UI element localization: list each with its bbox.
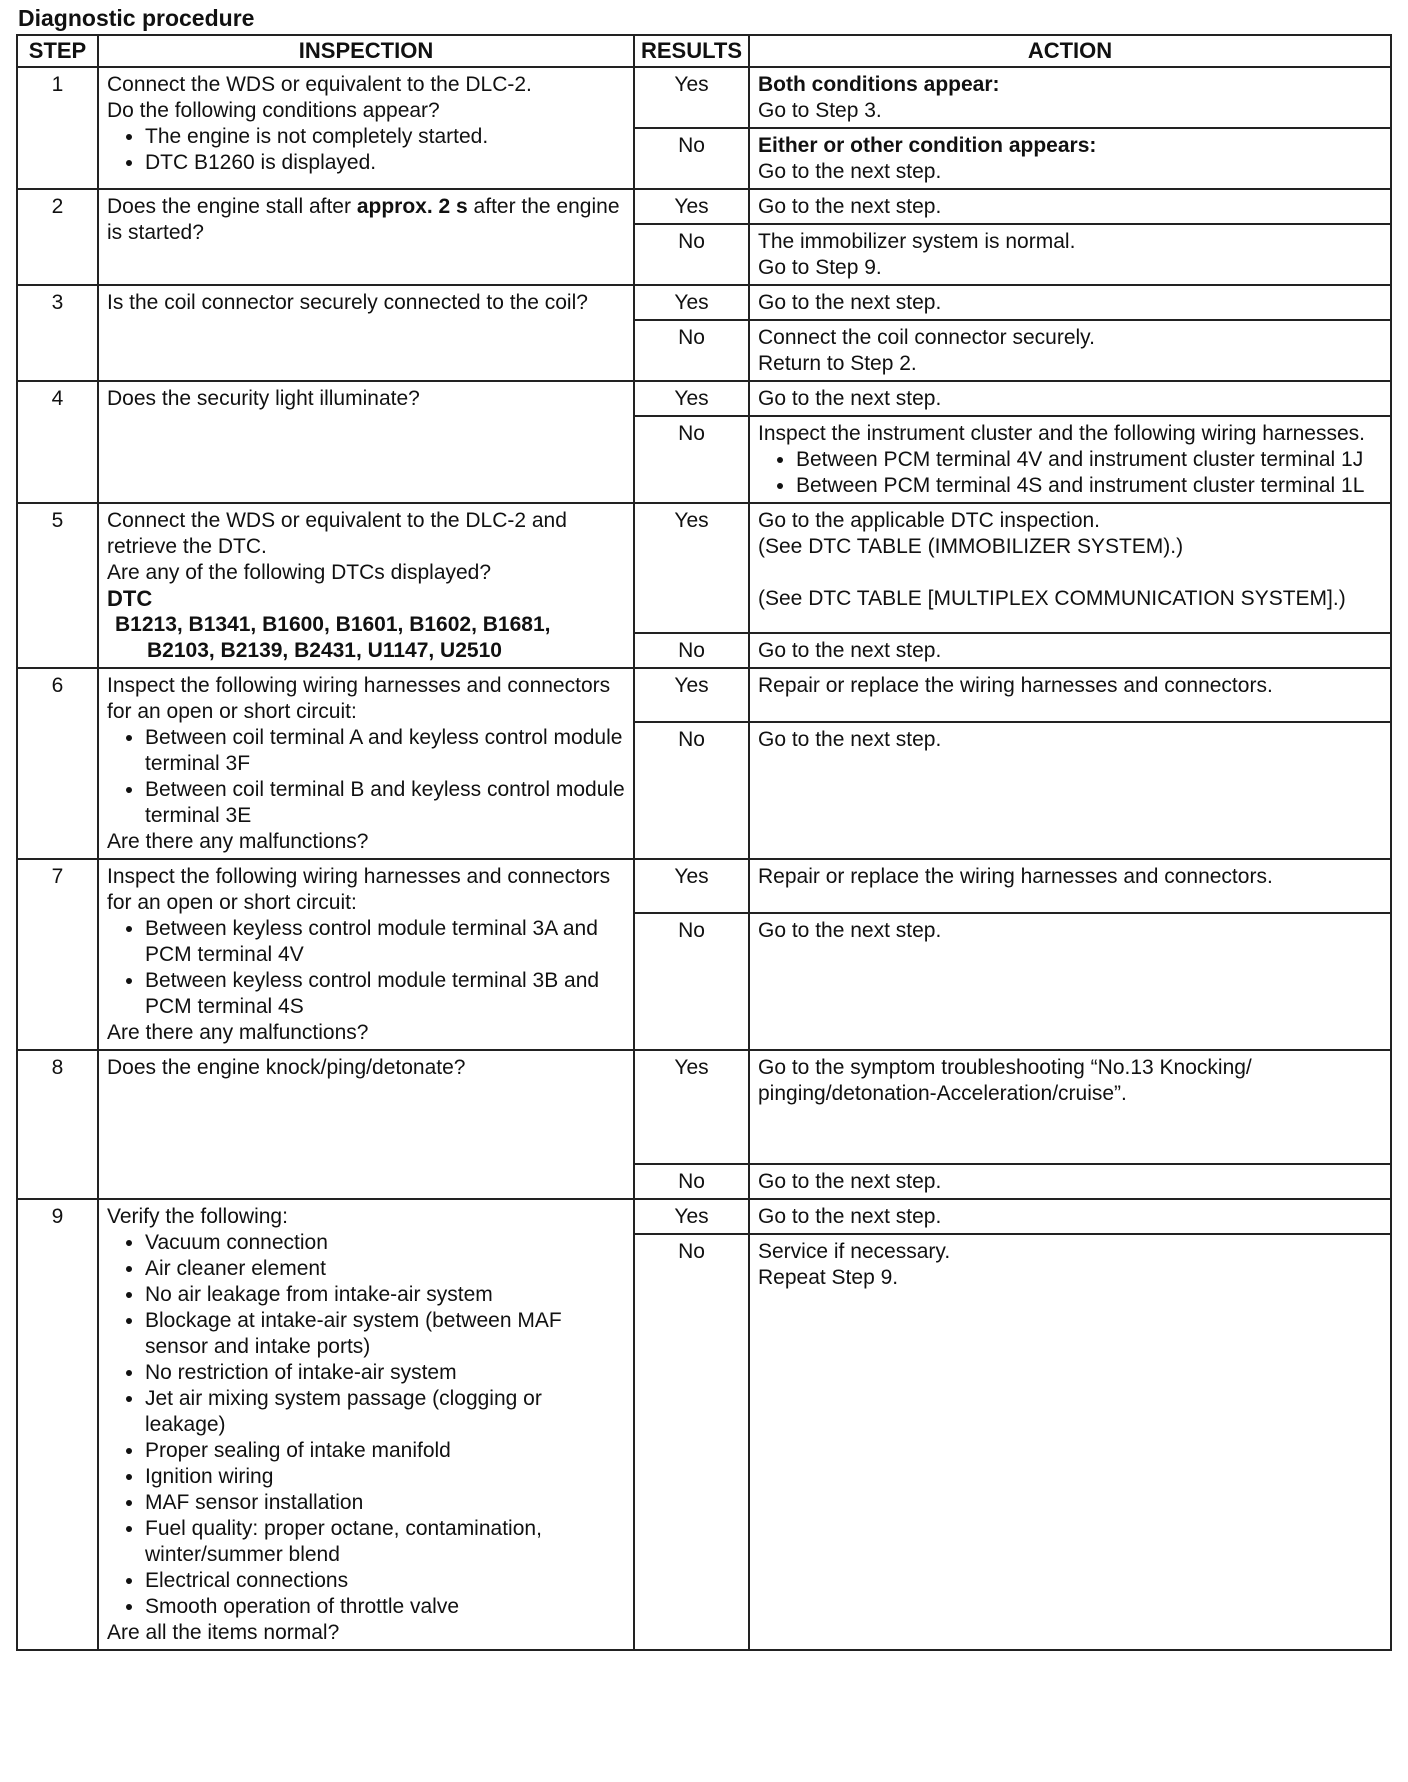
header-action: ACTION bbox=[749, 35, 1391, 67]
bullet-item: • DTC B1260 is displayed. bbox=[145, 150, 625, 176]
action-line: (See DTC TABLE [MULTIPLEX COMMUNICATION SYSTEM].) bbox=[758, 587, 1346, 610]
step-7-yes-row bbox=[17, 859, 1391, 913]
step-inspection bbox=[98, 1199, 634, 1650]
bullet-item: • Ignition wiring bbox=[145, 1464, 625, 1490]
action-line: Repeat Step 9. bbox=[758, 1266, 899, 1289]
action-yes: Repair or replace the wiring harnesses and connectors. bbox=[749, 668, 1391, 722]
action-line: (See DTC TABLE (IMMOBILIZER SYSTEM).) bbox=[758, 535, 1184, 558]
inspection-text: Inspect the following wiring harnesses and connectors for an open or short circuit: bbox=[107, 674, 611, 723]
step-number: 3 bbox=[17, 285, 98, 381]
inspection-line: Connect the WDS or equivalent to the DLC-2. bbox=[107, 73, 532, 96]
page-title: Diagnostic procedure bbox=[18, 5, 255, 31]
action-yes: Go to the next step. bbox=[749, 285, 1391, 320]
result-no: No bbox=[634, 722, 749, 859]
result-yes: Yes bbox=[634, 1199, 749, 1234]
step-9-yes-row bbox=[17, 1199, 1391, 1234]
step-number: 9 bbox=[17, 1199, 98, 1650]
header-inspection: INSPECTION bbox=[98, 35, 634, 67]
step-number: 2 bbox=[17, 189, 98, 285]
action-yes: Go to the next step. bbox=[749, 1199, 1391, 1234]
step-4-yes-row bbox=[17, 381, 1391, 416]
bullet-item: • Fuel quality: proper octane, contamination, winter/summer blend bbox=[145, 1516, 625, 1568]
dtc-codes: B1213, B1341, B1600, B1601, B1602, B1681, bbox=[115, 613, 551, 636]
inspection-question: Are there any malfunctions? bbox=[107, 830, 369, 853]
inspection-text: Verify the following: bbox=[107, 1205, 288, 1228]
step-2-yes-row bbox=[17, 189, 1391, 224]
inspection-line: Connect the WDS or equivalent to the DLC-2 and retrieve the DTC. bbox=[107, 509, 567, 558]
result-yes: Yes bbox=[634, 67, 749, 128]
action-no: Go to the next step. bbox=[749, 722, 1391, 859]
step-number: 5 bbox=[17, 503, 98, 668]
bullet-item: • Between keyless control module terminal 3A and PCM terminal 4V bbox=[145, 916, 625, 968]
action-yes bbox=[749, 503, 1391, 633]
action-no: Go to the next step. bbox=[749, 913, 1391, 1050]
bullet-item: • Proper sealing of intake manifold bbox=[145, 1438, 625, 1464]
result-yes: Yes bbox=[634, 381, 749, 416]
result-no: No bbox=[634, 1234, 749, 1650]
step-inspection: Is the coil connector securely connected to the coil? bbox=[98, 285, 634, 381]
action-text: Inspect the instrument cluster and the following wiring harnesses. bbox=[758, 422, 1365, 445]
result-no: No bbox=[634, 416, 749, 503]
action-no bbox=[749, 224, 1391, 285]
action-bullets bbox=[758, 447, 1382, 499]
action-line: Go to Step 9. bbox=[758, 256, 882, 279]
result-yes: Yes bbox=[634, 189, 749, 224]
action-yes: Repair or replace the wiring harnesses and connectors. bbox=[749, 859, 1391, 913]
header-row bbox=[17, 35, 1391, 67]
action-no bbox=[749, 128, 1391, 189]
step-8-yes-row bbox=[17, 1050, 1391, 1164]
step-3-yes-row bbox=[17, 285, 1391, 320]
bullet-item: • Air cleaner element bbox=[145, 1256, 625, 1282]
bullet-item: • MAF sensor installation bbox=[145, 1490, 625, 1516]
inspection-bullets bbox=[107, 124, 625, 176]
step-number: 7 bbox=[17, 859, 98, 1050]
bullet-item: • Between coil terminal A and keyless control module terminal 3F bbox=[145, 725, 625, 777]
step-inspection bbox=[98, 189, 634, 285]
bullet-item: • Between PCM terminal 4S and instrument cluster terminal 1L bbox=[796, 473, 1382, 499]
inspection-question: Are all the items normal? bbox=[107, 1621, 340, 1644]
step-5-yes-row bbox=[17, 503, 1391, 633]
inspection-bullets bbox=[107, 916, 625, 1020]
action-line: The immobilizer system is normal. bbox=[758, 230, 1076, 253]
result-yes: Yes bbox=[634, 503, 749, 633]
bullet-item: • No air leakage from intake-air system bbox=[145, 1282, 625, 1308]
inspection-line: Do the following conditions appear? bbox=[107, 99, 440, 122]
action-no: Go to the next step. bbox=[749, 633, 1391, 668]
bullet-item: • Smooth operation of throttle valve bbox=[145, 1594, 625, 1620]
step-6-yes-row bbox=[17, 668, 1391, 722]
step-inspection bbox=[98, 668, 634, 859]
action-text: Go to Step 3. bbox=[758, 99, 882, 122]
inspection-text: Does the engine stall after bbox=[107, 195, 357, 218]
action-no bbox=[749, 416, 1391, 503]
step-inspection bbox=[98, 859, 634, 1050]
result-no: No bbox=[634, 128, 749, 189]
dtc-label: DTC bbox=[107, 586, 153, 611]
step-1-yes-row bbox=[17, 67, 1391, 128]
action-yes: Go to the symptom troubleshooting “No.13 Knocking/ pinging/detonation-Acceleration/cruise”. bbox=[749, 1050, 1391, 1164]
action-no bbox=[749, 1234, 1391, 1650]
action-no: Go to the next step. bbox=[749, 1164, 1391, 1199]
bullet-item: • The engine is not completely started. bbox=[145, 124, 625, 150]
bullet-item: • Blockage at intake-air system (between MAF sensor and intake ports) bbox=[145, 1308, 625, 1360]
result-no: No bbox=[634, 1164, 749, 1199]
action-heading: Both conditions appear: bbox=[758, 73, 1000, 96]
step-inspection: Does the security light illuminate? bbox=[98, 381, 634, 503]
diagnostic-table bbox=[16, 34, 1392, 1651]
header-step: STEP bbox=[17, 35, 98, 67]
bullet-item: • Between keyless control module terminal 3B and PCM terminal 4S bbox=[145, 968, 625, 1020]
step-number: 4 bbox=[17, 381, 98, 503]
result-yes: Yes bbox=[634, 285, 749, 320]
action-line: Service if necessary. bbox=[758, 1240, 951, 1263]
action-line: Go to the applicable DTC inspection. bbox=[758, 509, 1101, 532]
result-no: No bbox=[634, 320, 749, 381]
action-text: Go to the next step. bbox=[758, 160, 942, 183]
bullet-item: • Electrical connections bbox=[145, 1568, 625, 1594]
result-no: No bbox=[634, 633, 749, 668]
action-line: Connect the coil connector securely. bbox=[758, 326, 1095, 349]
action-heading: Either or other condition appears: bbox=[758, 134, 1097, 157]
step-inspection bbox=[98, 67, 634, 189]
action-line: Return to Step 2. bbox=[758, 352, 917, 375]
bullet-item: • Between coil terminal B and keyless control module terminal 3E bbox=[145, 777, 625, 829]
result-no: No bbox=[634, 913, 749, 1050]
result-no: No bbox=[634, 224, 749, 285]
result-yes: Yes bbox=[634, 859, 749, 913]
step-number: 8 bbox=[17, 1050, 98, 1199]
action-yes: Go to the next step. bbox=[749, 189, 1391, 224]
step-number: 1 bbox=[17, 67, 98, 189]
action-yes bbox=[749, 67, 1391, 128]
inspection-question: Are there any malfunctions? bbox=[107, 1021, 369, 1044]
inspection-emphasis: approx. 2 s bbox=[356, 195, 468, 218]
bullet-item: • No restriction of intake-air system bbox=[145, 1360, 625, 1386]
inspection-bullets bbox=[107, 725, 625, 829]
action-yes: Go to the next step. bbox=[749, 381, 1391, 416]
bullet-item: • Jet air mixing system passage (clogging or leakage) bbox=[145, 1386, 625, 1438]
step-inspection bbox=[98, 503, 634, 668]
inspection-bullets bbox=[107, 1230, 625, 1620]
spacer bbox=[758, 560, 1382, 586]
header-results: RESULTS bbox=[634, 35, 749, 67]
step-inspection: Does the engine knock/ping/detonate? bbox=[98, 1050, 634, 1199]
step-number: 6 bbox=[17, 668, 98, 859]
dtc-codes: B2103, B2139, B2431, U1147, U2510 bbox=[147, 639, 502, 662]
inspection-line: Are any of the following DTCs displayed? bbox=[107, 561, 492, 584]
inspection-text: Inspect the following wiring harnesses and connectors for an open or short circuit: bbox=[107, 865, 611, 914]
bullet-item: • Vacuum connection bbox=[145, 1230, 625, 1256]
bullet-item: • Between PCM terminal 4V and instrument cluster terminal 1J bbox=[796, 447, 1382, 473]
action-no bbox=[749, 320, 1391, 381]
result-yes: Yes bbox=[634, 1050, 749, 1164]
inspection-text: after the engine is started? bbox=[107, 195, 620, 244]
result-yes: Yes bbox=[634, 668, 749, 722]
